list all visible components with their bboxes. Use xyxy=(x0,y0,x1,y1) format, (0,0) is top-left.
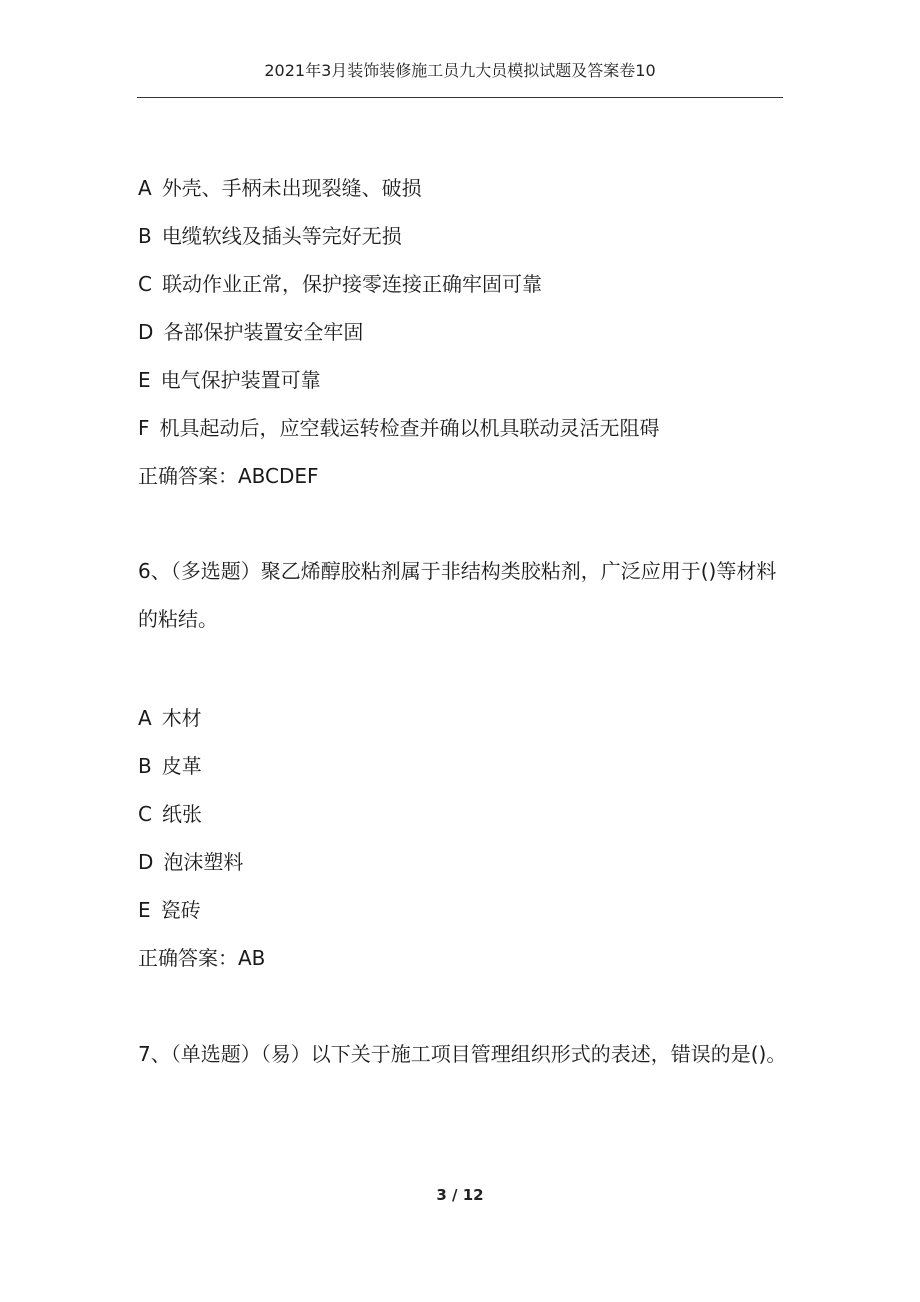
q5-option-a xyxy=(138,172,422,201)
option-letter: A xyxy=(138,706,152,730)
option-text: 纸张 xyxy=(161,802,202,826)
q5-option-e xyxy=(138,364,321,393)
option-letter: B xyxy=(138,224,152,248)
q6-option-d xyxy=(138,846,243,875)
option-text: 外壳、手柄未出现裂缝、破损 xyxy=(161,176,422,200)
option-text: 木材 xyxy=(161,706,202,730)
q6-option-c xyxy=(138,798,202,827)
q5-option-d xyxy=(138,316,363,345)
option-text: 瓷砖 xyxy=(160,898,201,922)
option-text: 电气保护装置可靠 xyxy=(160,368,321,392)
option-text: 各部保护装置安全牢固 xyxy=(163,320,364,344)
q6-title: 6、（多选题）聚乙烯醇胶粘剂属于非结构类胶粘剂，广泛应用于()等材料的粘结。 xyxy=(138,559,777,631)
option-text: 泡沫塑料 xyxy=(163,850,244,874)
option-letter: C xyxy=(138,272,152,296)
q6-option-e xyxy=(138,894,201,923)
option-text: 皮革 xyxy=(161,754,202,778)
q5-option-f xyxy=(138,412,660,441)
option-letter: D xyxy=(138,850,154,874)
option-letter: F xyxy=(138,416,150,440)
option-letter: E xyxy=(138,368,151,392)
q5-answer: 正确答案：ABCDEF xyxy=(138,464,319,488)
q7-title: 7、（单选题）（易）以下关于施工项目管理组织形式的表述，错误的是()。 xyxy=(138,1042,787,1066)
q6-option-b xyxy=(138,750,202,779)
header-divider xyxy=(137,97,783,98)
page-number: 3 / 12 xyxy=(436,1186,484,1204)
option-letter: E xyxy=(138,898,151,922)
option-text: 电缆软线及插头等完好无损 xyxy=(161,224,402,248)
option-letter: D xyxy=(138,320,154,344)
page-header: 2021年3月装饰装修施工员九大员模拟试题及答案卷10 xyxy=(264,61,656,80)
option-letter: A xyxy=(138,176,152,200)
option-letter: C xyxy=(138,802,152,826)
q6-answer: 正确答案：AB xyxy=(138,946,266,970)
q6-option-a xyxy=(138,702,202,731)
option-text: 联动作业正常，保护接零连接正确牢固可靠 xyxy=(161,272,542,296)
option-letter: B xyxy=(138,754,152,778)
option-text: 机具起动后，应空载运转检查并确以机具联动灵活无阻碍 xyxy=(159,416,660,440)
q5-option-c xyxy=(138,268,542,297)
q5-option-b xyxy=(138,220,402,249)
